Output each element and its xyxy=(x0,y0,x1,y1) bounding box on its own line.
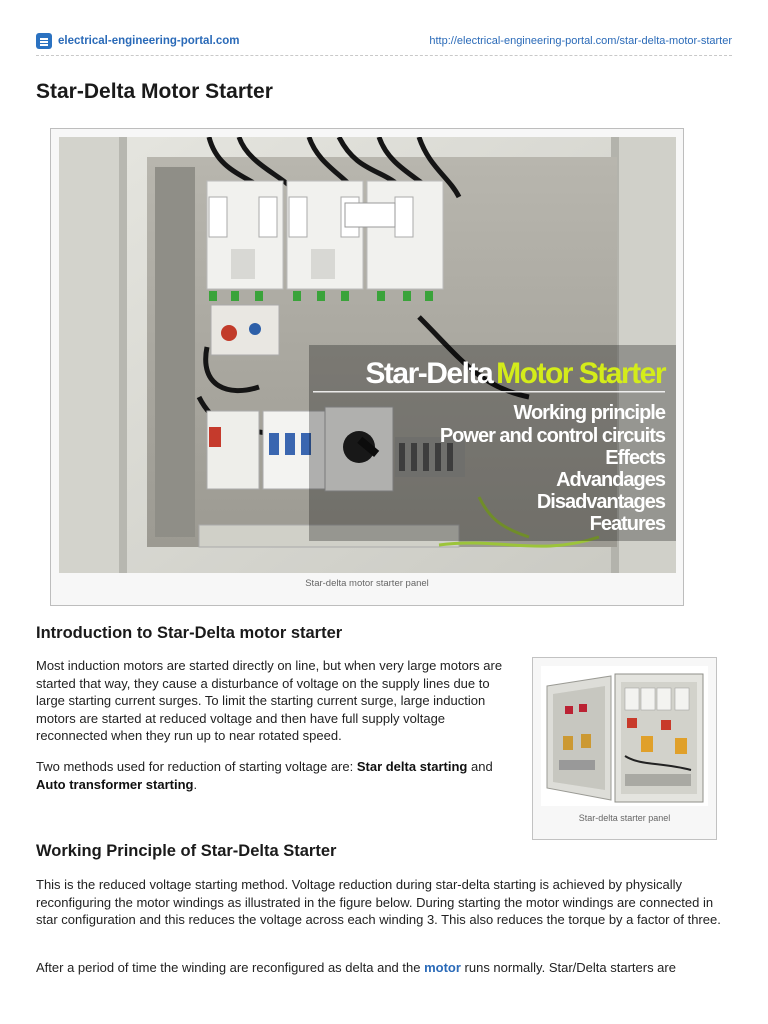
motor-link[interactable]: motor xyxy=(424,960,461,975)
overlay-title-part2: Motor Starter xyxy=(496,357,665,390)
intro-paragraph-2 xyxy=(36,758,520,793)
overlay-title xyxy=(365,357,666,390)
intro-paragraph-1: Most induction motors are started directly on line, but when very large motors are started that way, they cause a disturbance of voltage on the supply lines due to large starting current surges. To limit the starting current surge, large induction motors are started at reduced voltage and then have full supply voltage reconnected when they run up to near rotated speed. xyxy=(36,658,503,743)
overlay-item-5: Disadvantages xyxy=(536,491,665,513)
main-figure xyxy=(50,128,684,606)
overlay-item-6: Features xyxy=(589,513,665,535)
article-title: Star-Delta Motor Starter xyxy=(36,80,273,103)
starter-panel-photo xyxy=(541,666,708,806)
working-principle-heading: Working Principle of Star-Delta Starter xyxy=(36,842,337,860)
side-figure-caption: Star-delta starter panel xyxy=(578,813,671,823)
intro-p2-text-2: and xyxy=(467,759,493,774)
overlay-title-part1: Star-Delta xyxy=(365,357,493,390)
side-figure xyxy=(532,657,717,840)
working-paragraph-2 xyxy=(36,959,732,977)
page-header xyxy=(36,32,732,56)
starter-panel-image xyxy=(59,137,676,573)
working-p2-text-1: After a period of time the winding are reconfigured as delta and the xyxy=(36,960,425,975)
intro-heading: Introduction to Star-Delta motor starter xyxy=(36,624,343,642)
site-logo-icon xyxy=(36,33,52,49)
overlay-item-3: Effects xyxy=(605,447,665,469)
star-delta-starting-term: Star delta starting xyxy=(356,759,468,774)
site-brand[interactable] xyxy=(36,33,240,49)
intro-p2-text-1: Two methods used for reduction of starting voltage are: xyxy=(36,759,357,774)
working-p2-text-2: runs normally. Star/Delta starters are xyxy=(460,960,676,975)
overlay-item-1: Working principle xyxy=(513,402,665,424)
auto-transformer-starting-term: Auto transformer starting xyxy=(36,776,194,792)
page-url-link[interactable]: http://electrical-engineering-portal.com/star-delta-motor-starter xyxy=(429,35,732,47)
intro-p2-text-3: . xyxy=(193,776,198,792)
main-figure-caption: Star-delta motor starter panel xyxy=(305,578,429,589)
overlay-item-2: Power and control circuits xyxy=(439,425,665,447)
working-paragraph-1: This is the reduced voltage starting method. Voltage reduction during star-delta starting is achieved by physically reconfiguring the motor windings as illustrated in the figure below. During starting the motor windings are connected in star configuration and this reduces the voltage across each winding 3. This also reduces the torque by a factor of three. xyxy=(36,877,721,927)
site-name[interactable]: electrical-engineering-portal.com xyxy=(58,35,240,47)
overlay-item-4: Advandages xyxy=(556,469,665,491)
